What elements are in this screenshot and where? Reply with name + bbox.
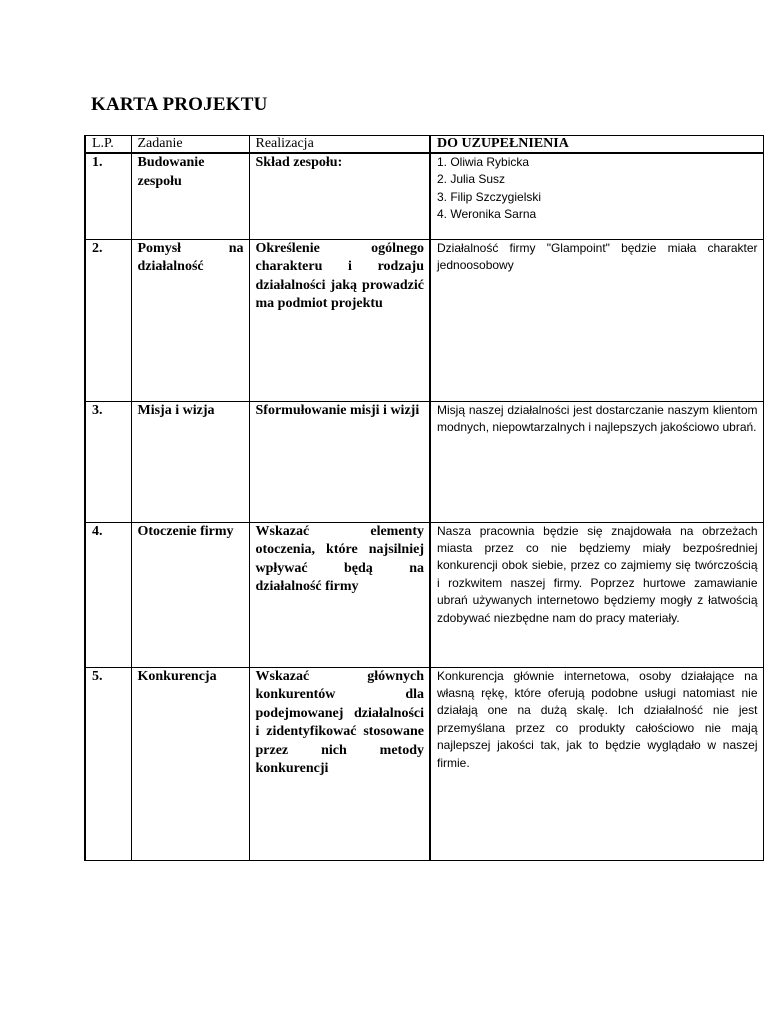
task-cell: Budowanie zespołu [131, 153, 249, 239]
team-member: 1. Oliwia Rybicka [437, 155, 530, 169]
task-cell: Misja i wizja [131, 401, 249, 522]
realization-cell: Wskazać elementy otoczenia, które najsilniej wpływać będą na działalność firmy [249, 522, 430, 667]
realization-cell: Sformułowanie misji i wizji [249, 401, 430, 522]
header-task: Zadanie [131, 136, 249, 154]
table-row [85, 522, 763, 667]
row-number: 5. [85, 667, 131, 860]
document-title: KARTA PROJEKTU [91, 94, 268, 115]
table-row [85, 401, 763, 522]
header-realization: Realizacja [249, 136, 430, 154]
answer-cell: Misją naszej działalności jest dostarczanie naszym klientom modnych, niepowtarzalnych i najlepszych jakościowo ubrań. [430, 401, 763, 522]
team-members-cell [430, 153, 763, 239]
table-header-row [85, 136, 763, 154]
realization-cell: Wskazać głównych konkurentów dla podejmowanej działalności i zidentyfikować stosowane przez nich metody konkurencji [249, 667, 430, 860]
table-row [85, 153, 763, 239]
answer-cell: Działalność firmy "Glampoint" będzie miała charakter jednoosobowy [430, 239, 763, 401]
row-number: 3. [85, 401, 131, 522]
task-cell: Pomysł na działalność [131, 239, 249, 401]
team-member: 4. Weronika Sarna [437, 207, 537, 222]
project-card-table [84, 135, 764, 861]
task-cell: Konkurencja [131, 667, 249, 860]
answer-cell: Nasza pracownia będzie się znajdowała na obrzeżach miasta przez co nie będziemy miały bezpośredniej konkurencji obok siebie, przez co zajmiemy się twórczością i rozkwitem naszej firmy. Poprzez hurtowe zamawianie ubrań używanych internetowo będziemy mogły z łatwością zdobywać niezbędne nam do pracy materiały. [430, 522, 763, 667]
table-row [85, 667, 763, 860]
answer-cell: Konkurencja głównie internetowa, osoby działające na własną rękę, które oferują podobne usługi natomiast nie działają one na dużą skalę. Ich działalność nie jest przemyślana przez co produkty całościowo nie mają najlepszej jakości tak, jak to będzie wyglądało w naszej firmie. [430, 667, 763, 860]
header-lp: L.P. [85, 136, 131, 154]
team-member: 2. Julia Susz [437, 172, 506, 187]
table-row [85, 239, 763, 401]
header-to-fill: DO UZUPEŁNIENIA [430, 136, 763, 154]
team-member: 3. Filip Szczygielski [437, 189, 542, 204]
row-number: 2. [85, 239, 131, 401]
row-number: 4. [85, 522, 131, 667]
realization-cell: Skład zespołu: [249, 153, 430, 239]
realization-cell: Określenie ogólnego charakteru i rodzaju działalności jaką prowadzić ma podmiot projektu [249, 239, 430, 401]
row-number: 1. [85, 153, 131, 239]
task-cell: Otoczenie firmy [131, 522, 249, 667]
